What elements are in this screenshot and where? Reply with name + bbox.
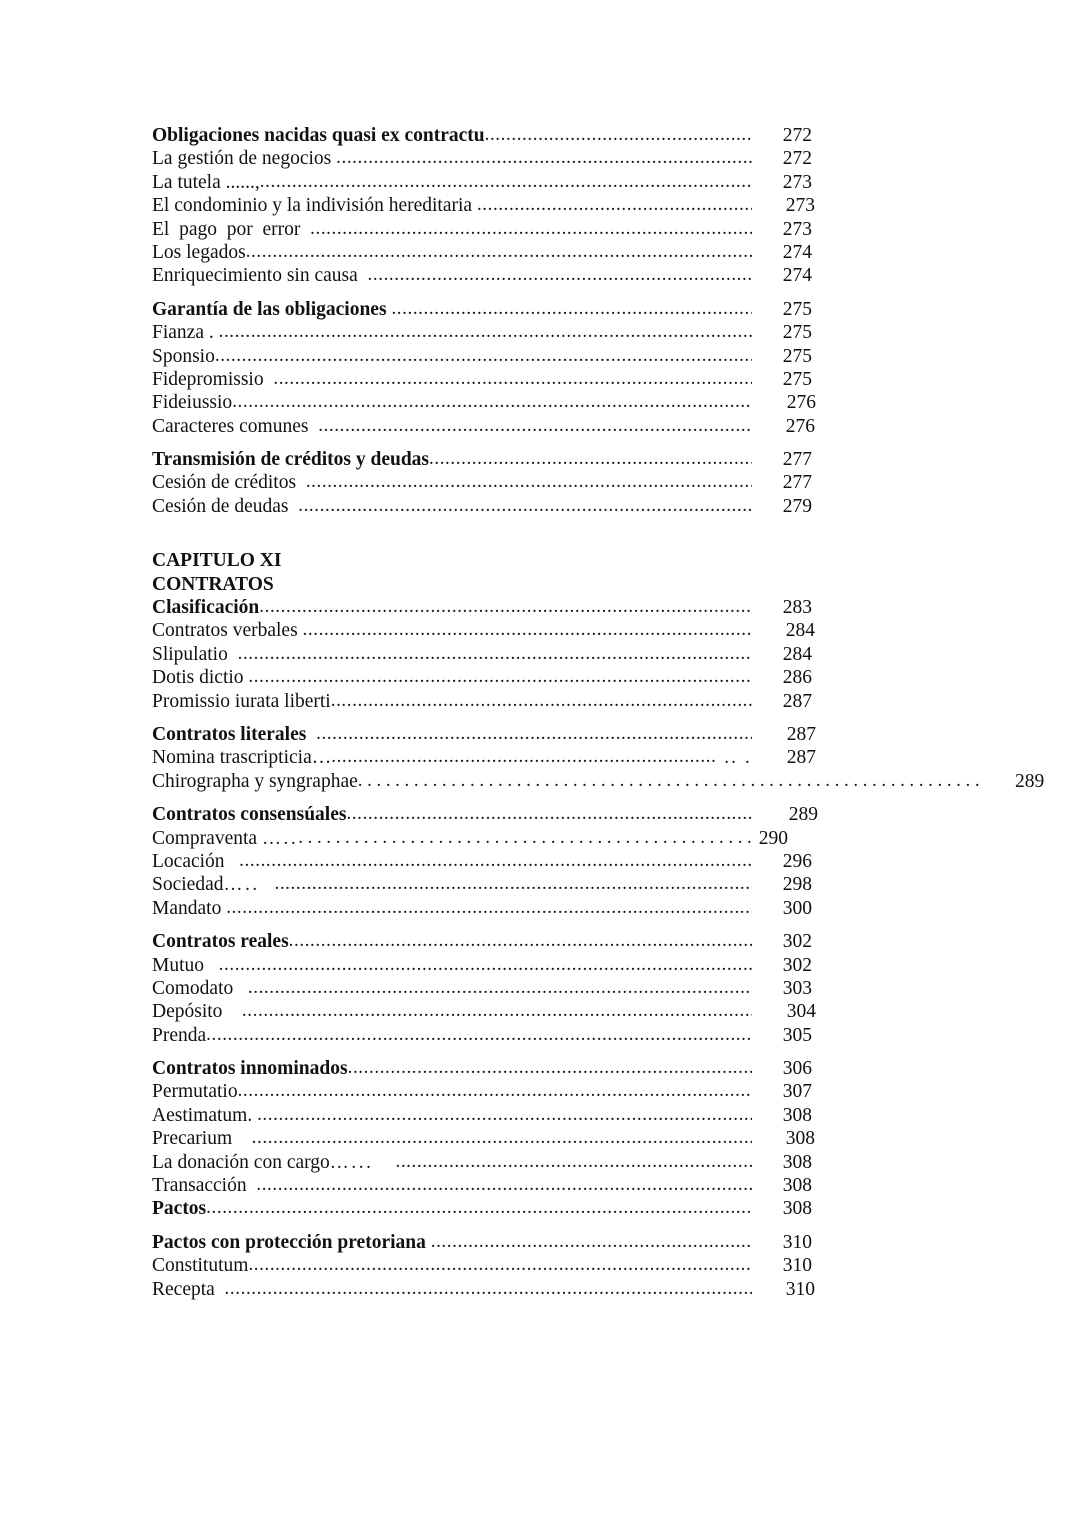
toc-dot-leader	[259, 595, 752, 618]
toc-entry[interactable]	[152, 803, 818, 826]
toc-entry-title: Sponsio	[152, 345, 215, 367]
toc-page-number: 275	[782, 368, 812, 390]
toc-entry-title: Fidepromissio	[152, 368, 274, 390]
toc-entry-title: Pactos	[152, 1198, 207, 1220]
toc-entry-title: Compraventa	[152, 827, 262, 849]
toc-entry-title: Garantía de las obligaciones	[152, 298, 392, 320]
toc-dot-leader	[206, 1196, 752, 1219]
toc-entry-pre-ellipsis: …..	[261, 827, 299, 849]
toc-dot-leader	[298, 494, 752, 517]
toc-entry-title: Contratos reales	[152, 931, 289, 953]
toc-entry[interactable]	[152, 1024, 812, 1047]
toc-entry[interactable]	[152, 1000, 816, 1023]
toc-page-number: 302	[782, 931, 812, 953]
toc-entry[interactable]	[152, 368, 812, 391]
toc-entry-title: Obligaciones nacidas quasi ex contractu	[152, 125, 485, 146]
toc-page-number: 287	[782, 690, 812, 712]
toc-entry[interactable]	[152, 1254, 812, 1277]
toc-entry-title: Slipulatio	[152, 643, 238, 665]
toc-entry-title: Permutatio	[152, 1081, 238, 1103]
toc-entry-title: Fideiussio	[152, 392, 233, 414]
toc-page-number: 286	[782, 667, 812, 689]
toc-dot-leader	[238, 642, 752, 665]
toc-dot-leader	[215, 344, 752, 367]
toc-page-number: 275	[782, 322, 812, 344]
toc-section	[152, 448, 812, 518]
toc-page-number: 306	[782, 1058, 812, 1080]
toc-entry-pre-ellipsis: …...	[329, 1151, 396, 1173]
toc-section	[152, 803, 818, 920]
toc-dot-leader	[316, 722, 752, 745]
toc-dot-leader	[358, 769, 984, 792]
toc-entry-title: Fianza .	[152, 322, 219, 344]
toc-dot-leader	[331, 689, 752, 712]
toc-entry-title: Contratos consensúales	[152, 804, 347, 826]
toc-entry-tail-dots: .. .	[717, 747, 752, 769]
toc-dot-leader	[348, 1056, 752, 1079]
toc-entry[interactable]	[152, 827, 812, 850]
toc-entry[interactable]	[152, 596, 812, 619]
toc-entry-title: Locación	[152, 850, 240, 872]
toc-page-number: 304	[786, 1001, 816, 1023]
toc-entry[interactable]	[152, 619, 815, 642]
toc-entry[interactable]	[152, 723, 816, 746]
toc-dot-leader	[206, 1023, 752, 1046]
toc-page-number: 300	[782, 897, 812, 919]
toc-entry[interactable]	[152, 1174, 812, 1197]
toc-entry-title: Nomina trascripticia…	[152, 747, 332, 769]
toc-dot-leader	[248, 976, 752, 999]
toc-dot-leader	[239, 849, 752, 872]
toc-page-number: 287	[786, 747, 816, 769]
toc-page-number: 275	[782, 345, 812, 367]
toc-dot-leader	[336, 146, 752, 169]
toc-page-number: 276	[786, 392, 816, 414]
toc-page-number: 307	[782, 1081, 812, 1103]
toc-entry[interactable]	[152, 345, 812, 368]
toc-dot-leader	[225, 1277, 752, 1300]
toc-page-number: 289	[1014, 770, 1045, 792]
toc-entry-title: Cesión de deudas	[152, 495, 299, 517]
toc-dot-leader	[242, 999, 752, 1022]
toc-section	[152, 298, 816, 438]
toc-dot-leader	[274, 872, 752, 895]
toc-page-number: 308	[785, 1128, 815, 1150]
toc-entry-title: Mandato	[152, 897, 227, 919]
toc-entry-title: Contratos verbales	[152, 620, 303, 642]
toc-entry[interactable]	[152, 1151, 812, 1174]
toc-dot-leader	[226, 896, 752, 919]
toc-page-number: 310	[782, 1231, 812, 1253]
toc-entry[interactable]	[152, 666, 812, 689]
toc-entry-title: Comodato	[152, 977, 248, 999]
toc-entry-title: Precarium	[152, 1128, 252, 1150]
chapter-spacer	[152, 528, 812, 549]
toc-page-number: 308	[782, 1175, 812, 1197]
toc-entry-title: La gestión de negocios	[152, 148, 337, 170]
toc-page-number: 273	[785, 195, 815, 217]
toc-page-number: 274	[782, 241, 812, 263]
toc-dot-leader	[318, 414, 752, 437]
toc-entry[interactable]	[152, 1080, 812, 1103]
toc-dot-leader	[248, 1253, 752, 1276]
toc-dot-leader	[257, 1103, 752, 1126]
toc-entry[interactable]	[152, 391, 816, 414]
toc-entry-title: Sociedad	[152, 874, 224, 896]
toc-page-number: 272	[782, 125, 812, 146]
toc-dot-leader	[395, 1150, 752, 1173]
toc-entry[interactable]	[152, 241, 812, 264]
toc-dot-leader	[391, 297, 752, 320]
toc-dot-leader	[485, 123, 752, 146]
toc-entry-title: Constitutum	[152, 1255, 249, 1277]
toc-entry-title: Clasificación	[152, 597, 260, 619]
toc-page-number: 284	[785, 620, 815, 642]
toc-entry-title: Prenda	[152, 1024, 207, 1046]
toc-entry[interactable]	[152, 1278, 815, 1301]
toc-dot-leader	[331, 745, 717, 768]
toc-entry-title: Los legados	[152, 241, 246, 263]
toc-entry-title: Contratos innominados	[152, 1058, 348, 1080]
toc-dot-leader	[219, 953, 752, 976]
toc-entry-title: Enriquecimiento sin causa	[152, 265, 368, 287]
toc-page-number: 310	[782, 1255, 812, 1277]
toc-entry-title: Caracteres comunes	[152, 415, 319, 437]
toc-page-number: 287	[786, 724, 816, 746]
toc-entry[interactable]	[152, 1231, 812, 1254]
toc-page-number: 276	[785, 415, 815, 437]
toc-entry-title: Recepta	[152, 1278, 225, 1300]
toc-dot-leader	[232, 390, 752, 413]
toc-entry-title: La donación con cargo	[152, 1151, 330, 1173]
toc-entry[interactable]	[152, 495, 812, 518]
toc-page-number: 273	[782, 218, 812, 240]
toc-page-number: 283	[782, 597, 812, 619]
toc-entry-pre-ellipsis: …..	[223, 874, 275, 896]
toc-page-number: 302	[782, 954, 812, 976]
toc-dot-leader	[429, 447, 752, 470]
toc-entry-title: Chirographa y syngraphae	[152, 770, 358, 792]
toc-entry[interactable]	[152, 171, 812, 194]
toc-dot-leader	[477, 193, 752, 216]
toc-entry[interactable]	[152, 194, 815, 217]
toc-entry[interactable]	[152, 643, 812, 666]
toc-entry[interactable]	[152, 448, 812, 471]
toc-entry[interactable]	[152, 930, 812, 953]
toc-entry[interactable]	[152, 954, 812, 977]
toc-section	[152, 124, 815, 288]
toc-entry[interactable]	[152, 1197, 812, 1220]
toc-entry[interactable]	[152, 264, 812, 287]
toc-entry-title: Pactos con protección pretoriana	[152, 1231, 431, 1253]
toc-dot-leader	[298, 826, 752, 849]
toc-section	[152, 1231, 815, 1301]
toc-entry-title: Aestimatum.	[152, 1104, 258, 1126]
toc-page-number: 298	[782, 874, 812, 896]
toc-dot-leader	[256, 1173, 752, 1196]
toc-page-number: 308	[782, 1104, 812, 1126]
toc-entry[interactable]	[152, 873, 812, 896]
toc-entry[interactable]	[152, 321, 812, 344]
toc-entry[interactable]	[152, 1057, 812, 1080]
toc-section	[152, 723, 1045, 793]
toc-entry-title: Depósito	[152, 1001, 242, 1023]
toc-entry[interactable]	[152, 690, 812, 713]
toc-page-number: 273	[782, 171, 812, 193]
chapter-number: CAPITULO XI	[152, 550, 282, 572]
toc-page-number: 308	[782, 1198, 812, 1220]
toc-entry-title: Transmisión de créditos y deudas	[152, 449, 429, 471]
toc-entry[interactable]	[152, 1104, 812, 1127]
toc-entry-title: El condominio y la indivisión hereditaria	[152, 195, 477, 217]
toc-entry-title: Cesión de créditos	[152, 472, 306, 494]
toc-entry-title: La tutela ......,	[152, 171, 260, 193]
toc-entry[interactable]	[152, 298, 812, 321]
toc-entry-title: Mutuo	[152, 954, 219, 976]
toc-dot-leader	[306, 470, 752, 493]
toc-dot-leader	[219, 320, 752, 343]
chapter-title: CONTRATOS	[152, 573, 274, 595]
toc-page-number: 305	[782, 1024, 812, 1046]
toc-dot-leader	[246, 240, 752, 263]
toc-page-number: 279	[782, 495, 812, 517]
toc-page-number: 310	[785, 1278, 815, 1300]
toc-section	[152, 930, 816, 1047]
toc-dot-leader	[431, 1230, 752, 1253]
toc-page-number: 277	[782, 472, 812, 494]
toc-page-number: 303	[782, 977, 812, 999]
toc-page-number: 296	[782, 850, 812, 872]
toc-dot-leader	[260, 170, 752, 193]
toc-entry-title: El pago por error	[152, 218, 311, 240]
toc-entry-title: Promissio iurata liberti	[152, 690, 331, 712]
toc-entry[interactable]	[152, 850, 812, 873]
toc-entry-title: Dotis dictio	[152, 667, 249, 689]
toc-page-number: 277	[782, 449, 812, 471]
toc-entry[interactable]	[152, 415, 815, 438]
toc-page-number: 289	[788, 804, 818, 826]
toc-dot-leader	[238, 1079, 752, 1102]
chapter-heading	[152, 549, 812, 596]
toc-page-number: 275	[782, 298, 812, 320]
toc-dot-leader	[310, 217, 752, 240]
toc-entry[interactable]	[152, 147, 812, 170]
toc-dot-leader	[303, 618, 752, 641]
toc-page-number: 274	[782, 265, 812, 287]
toc-entry[interactable]	[152, 471, 812, 494]
table-of-contents	[152, 124, 1045, 1311]
toc-entry-title: Contratos literales	[152, 724, 317, 746]
toc-entry[interactable]	[152, 218, 812, 241]
toc-dot-leader	[368, 263, 752, 286]
toc-dot-leader	[289, 929, 752, 952]
toc-page-number: 284	[782, 643, 812, 665]
toc-entry[interactable]	[152, 977, 812, 1000]
toc-entry[interactable]	[152, 897, 812, 920]
toc-page-number: 272	[782, 148, 812, 170]
toc-entry[interactable]	[152, 124, 812, 147]
toc-page-number: 290	[758, 827, 788, 849]
toc-entry[interactable]	[152, 746, 816, 769]
toc-entry[interactable]	[152, 1127, 815, 1150]
toc-dot-leader	[248, 665, 752, 688]
toc-dot-leader	[252, 1126, 752, 1149]
toc-dot-leader	[273, 367, 752, 390]
toc-entry[interactable]	[152, 770, 1045, 793]
toc-dot-leader	[346, 802, 752, 825]
toc-page-number: 308	[782, 1151, 812, 1173]
toc-entry-title: Transacción	[152, 1175, 257, 1197]
toc-section	[152, 1057, 815, 1221]
toc-section	[152, 596, 815, 713]
